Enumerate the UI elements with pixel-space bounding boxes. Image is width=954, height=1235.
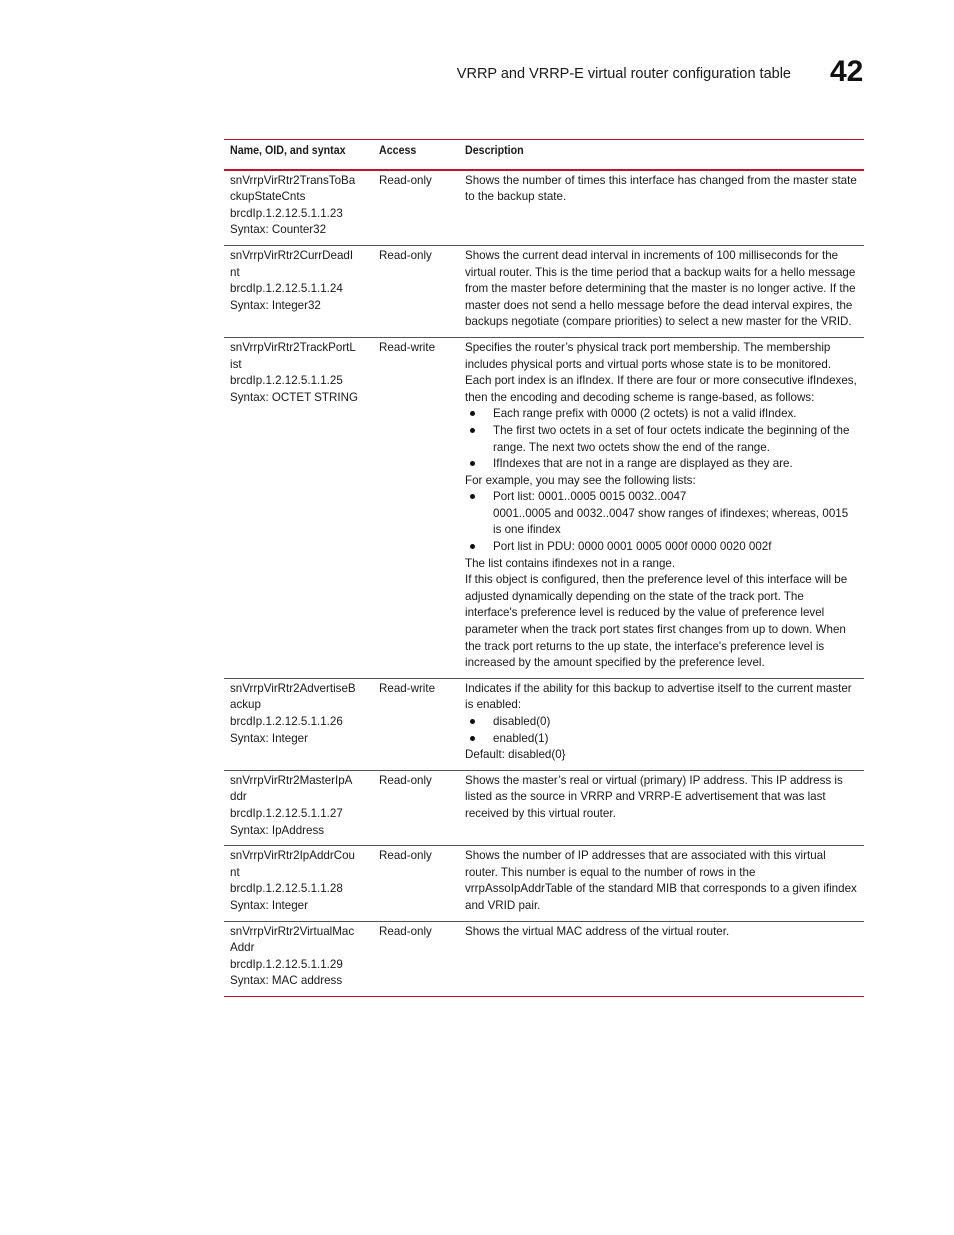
name-cell	[224, 770, 373, 845]
object-syntax: Syntax: Counter32	[230, 223, 327, 237]
name-cell	[224, 921, 373, 996]
description-cell	[459, 921, 864, 996]
object-syntax: Syntax: Integer32	[230, 298, 321, 312]
description-cell	[459, 337, 864, 678]
object-name-part1: snVrrpVirRtr2VirtualMac	[230, 924, 355, 938]
column-header-access: Access	[373, 140, 459, 170]
object-syntax: Syntax: Integer	[230, 731, 308, 745]
object-name-part2: nt	[230, 265, 240, 279]
object-name-part1: snVrrpVirRtr2TrackPortL	[230, 340, 356, 354]
description-text: Shows the number of times this interface has changed from the master state to the backup state.	[465, 173, 857, 204]
object-oid: brcdIp.1.2.12.5.1.1.24	[230, 282, 343, 296]
object-syntax: Syntax: Integer	[230, 898, 308, 912]
description-cell	[459, 170, 864, 246]
description-text: Shows the virtual MAC address of the virtual router.	[465, 924, 730, 938]
description-text: For example, you may see the following lists:	[465, 473, 696, 487]
access-cell: Read-only	[373, 170, 459, 246]
list-item: disabled(0)	[465, 714, 858, 731]
object-name-part2: Addr	[230, 941, 255, 955]
bullet-list	[465, 406, 858, 472]
description-text: Shows the number of IP addresses that are associated with this virtual router. This number is equal to the number of rows in the vrrpAssoIpAddrTable of the standard MIB that corresponds to a given ifindex and VRID pair.	[465, 849, 857, 912]
object-syntax: Syntax: IpAddress	[230, 823, 325, 837]
column-header-name: Name, OID, and syntax	[224, 140, 373, 170]
table-row	[224, 337, 864, 678]
description-cell	[459, 678, 864, 770]
name-cell	[224, 245, 373, 337]
table-row	[224, 245, 864, 337]
description-text: Indicates if the ability for this backup to advertise itself to the current master is enabled:	[465, 681, 852, 712]
object-name-part2: nt	[230, 865, 240, 879]
list-item: Port list in PDU: 0000 0001 0005 000f 0000 0020 002f	[465, 539, 858, 556]
access-cell: Read-only	[373, 245, 459, 337]
table-row	[224, 846, 864, 921]
list-item-text: Port list: 0001..0005 0015 0032..0047	[493, 490, 687, 504]
chapter-number: 42	[830, 55, 864, 88]
page-header-title: VRRP and VRRP-E virtual router configuration table	[456, 66, 791, 82]
object-syntax: Syntax: MAC address	[230, 974, 343, 988]
description-cell	[459, 770, 864, 845]
table-row	[224, 770, 864, 845]
object-oid: brcdIp.1.2.12.5.1.1.28	[230, 882, 343, 896]
description-text: Shows the current dead interval in increments of 100 milliseconds for the virtual router. This is the time period that a backup waits for a hello message from the master before determining that the master is no longer active. If the master does not send a hello message before the dead interval expires, the backups negotiate (compare priorities) to select a new master for the VRID.	[465, 248, 856, 329]
object-syntax: Syntax: OCTET STRING	[230, 390, 358, 404]
mib-table	[224, 139, 864, 997]
access-cell: Read-only	[373, 770, 459, 845]
access-cell: Read-only	[373, 846, 459, 921]
object-name-part1: snVrrpVirRtr2TransToBa	[230, 173, 356, 187]
name-cell	[224, 678, 373, 770]
name-cell	[224, 846, 373, 921]
object-oid: brcdIp.1.2.12.5.1.1.26	[230, 715, 343, 728]
object-oid: brcdIp.1.2.12.5.1.1.29	[230, 957, 343, 971]
table-row	[224, 170, 864, 246]
running-header	[0, 55, 954, 95]
description-text: Each port index is an ifIndex. If there are four or more consecutive ifIndexes, then the encoding and decoding scheme is range-based, as follows:	[465, 374, 857, 404]
object-name-part1: snVrrpVirRtr2AdvertiseB	[230, 681, 356, 695]
object-oid: brcdIp.1.2.12.5.1.1.23	[230, 206, 343, 220]
description-text: Shows the master’s real or virtual (primary) IP address. This IP address is listed as the source in VRRP and VRRP-E advertisement that was last received by this virtual router.	[465, 773, 843, 820]
table-row	[224, 921, 864, 996]
bullet-list	[465, 489, 858, 555]
description-text: Default: disabled(0}	[465, 748, 566, 762]
object-name-part2: ckupStateCnts	[230, 190, 306, 204]
name-cell	[224, 337, 373, 678]
list-item-subtext: 0001..0005 and 0032..0047 show ranges of ifindexes; whereas, 0015 is one ifindex	[493, 506, 849, 537]
vrrp-config-table	[224, 139, 864, 997]
list-item: enabled(1)	[465, 731, 858, 748]
list-item	[465, 489, 858, 539]
list-item: Each range prefix with 0000 (2 octets) is not a valid ifIndex.	[465, 406, 858, 423]
table-header-row	[224, 140, 864, 170]
description-cell	[459, 245, 864, 337]
list-item: IfIndexes that are not in a range are displayed as they are.	[465, 456, 858, 473]
description-text: Specifies the router’s physical track port membership. The membership includes physical ports and virtual ports whose state is to be monitored.	[465, 340, 832, 371]
object-name-part1: snVrrpVirRtr2MasterIpA	[230, 773, 353, 787]
bullet-list	[465, 714, 858, 747]
column-header-description: Description	[459, 140, 864, 170]
name-cell	[224, 170, 373, 246]
description-text: If this object is configured, then the preference level of this interface will be adjusted dynamically depending on the state of the track port. The interface's preference level is reduced by the value of preference level parameter when the track port states first changes from up to down. When the track port returns to the up state, the interface's preference level is increased by the amount specified by the preference level.	[465, 573, 848, 670]
access-cell: Read-only	[373, 921, 459, 996]
object-name-part2: ackup	[230, 698, 261, 712]
access-cell: Read-write	[373, 337, 459, 678]
object-name-part1: snVrrpVirRtr2IpAddrCou	[230, 849, 356, 863]
object-oid: brcdIp.1.2.12.5.1.1.25	[230, 374, 343, 388]
table-row	[224, 678, 864, 770]
description-text: The list contains ifindexes not in a range.	[465, 556, 676, 570]
object-name-part2: ddr	[230, 790, 247, 804]
object-oid: brcdIp.1.2.12.5.1.1.27	[230, 806, 343, 820]
description-cell	[459, 846, 864, 921]
list-item: The first two octets in a set of four octets indicate the beginning of the range. The next two octets show the end of the range.	[465, 423, 858, 456]
object-name-part2: ist	[230, 357, 242, 371]
object-name-part1: snVrrpVirRtr2CurrDeadI	[230, 248, 354, 262]
access-cell: Read-write	[373, 678, 459, 770]
